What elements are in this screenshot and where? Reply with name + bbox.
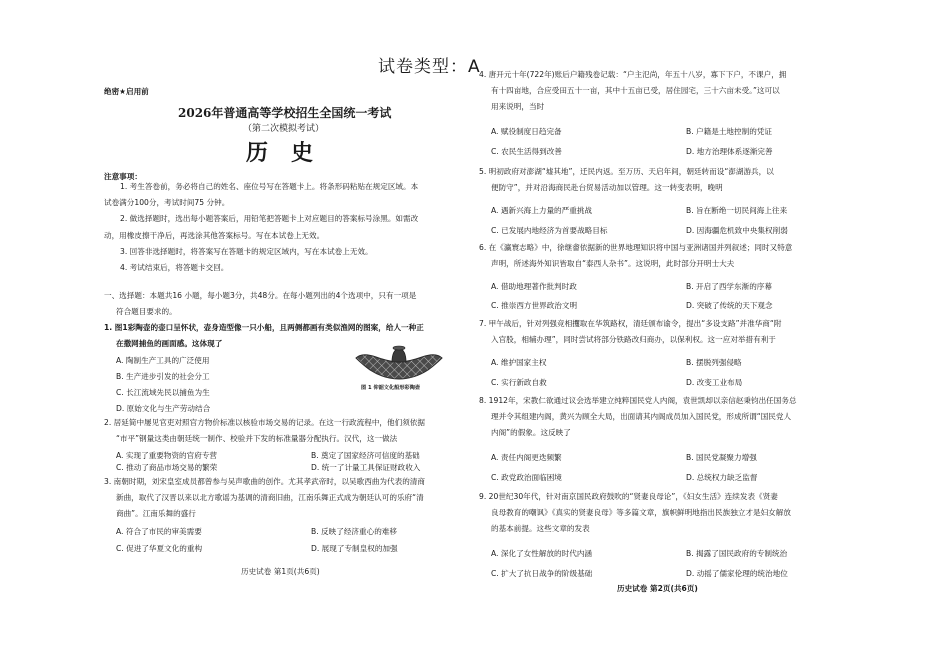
notice-item: 2. 做选择题时，选出每小题答案后，用铅笔把答题卡上对应题目的答案标号涂黑。如需改 <box>120 214 419 224</box>
q8-option-c[interactable]: C. 政党政治面临困境 <box>491 473 562 482</box>
boat-shaped-pottery-image <box>352 344 446 382</box>
section1-heading <box>104 288 416 320</box>
figure-1-caption: 图 1 仰韶文化船形彩陶壶 <box>361 385 421 391</box>
page-footer-right: 历史试卷 第2页(共6页) <box>617 584 698 593</box>
question-stem-line: 5. 明初政府对澎湖“墟其地”，迁民内返。至万历、天启年间，朝廷转而设“澎湖游兵，以 <box>479 167 774 176</box>
question-stem-line: 8. 1912年，宋教仁欲通过议会选举建立纯粹国民党人内阁，袁世凯却以亲信赵秉钧出任国务总 <box>479 396 797 405</box>
question-4-stem <box>479 67 786 116</box>
question-stem-line: 有十四亩地，合应受田五十一亩，其中十五亩已受，居住园宅，三十六亩未受。”这可以 <box>491 86 780 96</box>
question-stem-line: “市平”钢量这类由朝廷统一制作、校验并下发的标准量器分配执行。汉代，这一做法 <box>116 434 398 444</box>
q2-option-b[interactable]: B. 奠定了国家经济可信度的基础 <box>311 451 420 460</box>
q6-option-d[interactable]: D. 突破了传统的天下观念 <box>686 301 773 310</box>
notice-item: 4. 考试结束后，将答题卡交回。 <box>120 263 229 273</box>
page-footer-left: 历史试卷 第1页(共6页) <box>241 567 320 576</box>
q4-option-c[interactable]: C. 农民生活得到改善 <box>491 147 562 156</box>
question-stem-line: 6. 在《瀛寰志略》中，徐继畬依据新的世界地理知识将中国与亚洲诸国并列叙述；同时又特意 <box>479 243 793 252</box>
q5-option-d[interactable]: D. 因海疆危机致中央集权削弱 <box>686 226 788 235</box>
q8-option-a[interactable]: A. 责任内阁更迭频繁 <box>491 453 562 462</box>
q1-option-d[interactable]: D. 原始文化与生产劳动结合 <box>116 404 211 413</box>
q5-option-b[interactable]: B. 旨在断绝一切民间海上往来 <box>686 206 788 215</box>
q8-option-b[interactable]: B. 国民党凝聚力增强 <box>686 453 757 462</box>
exam-type-label: 试卷类型：A <box>378 57 481 77</box>
question-stem-line: 良母教育的嘲讽》《真实的贤妻良母》等多篇文章，旗帜鲜明地指出民族独立才是妇女解放 <box>491 508 791 518</box>
question-8-stem <box>479 393 797 442</box>
exam-subtitle: （第二次模拟考试） <box>243 124 325 134</box>
q6-option-b[interactable]: B. 开启了西学东渐的序幕 <box>686 282 772 291</box>
question-stem-line: 2. 居延简中屡见官吏对照官方物价标准以核验市场交易的记录。在这一行政流程中，他们须依据 <box>104 418 425 427</box>
question-2-stem <box>104 415 425 447</box>
q9-option-a[interactable]: A. 深化了女性解放的时代内涵 <box>491 549 593 558</box>
question-stem-line: 内阁”的假象。这反映了 <box>491 428 571 438</box>
q7-option-d[interactable]: D. 改变工业布局 <box>686 378 743 387</box>
q3-option-a[interactable]: A. 符合了市民的审美需要 <box>116 527 202 536</box>
confidential-mark: 绝密★启用前 <box>104 87 149 96</box>
q9-option-b[interactable]: B. 揭露了国民政府的专制统治 <box>686 549 788 558</box>
q4-option-a[interactable]: A. 赋役制度日趋完备 <box>491 127 562 136</box>
notice-heading: 注意事项： <box>104 172 142 181</box>
question-7-stem <box>479 316 781 348</box>
notice-item: 动，用橡皮擦干净后，再选涂其他答案标号。写在本试卷上无效。 <box>104 230 325 240</box>
subject-title: 历 史 <box>246 140 313 166</box>
q6-option-c[interactable]: C. 推崇西方世界政治文明 <box>491 301 578 310</box>
q9-option-d[interactable]: D. 动摇了儒家伦理的统治地位 <box>686 569 788 578</box>
section1-line: 符合题目要求的。 <box>116 307 177 317</box>
q1-option-b[interactable]: B. 生产进步引发的社会分工 <box>116 372 210 381</box>
question-5-stem <box>479 164 774 196</box>
notice-list <box>104 179 418 276</box>
q2-option-a[interactable]: A. 实现了重要物资的官府专营 <box>116 451 218 460</box>
section1-line: 一、选择题：本题共16 小题，每小题3分，共48分。在每小题列出的4个选项中，只有一项是 <box>104 291 417 300</box>
q4-option-d[interactable]: D. 地方治理体系逐渐完善 <box>686 147 773 156</box>
q3-option-d[interactable]: D. 展现了专制皇权的加强 <box>311 544 398 553</box>
q5-option-a[interactable]: A. 遇新兴海上力量的严重挑战 <box>491 206 593 215</box>
question-stem-line: 声明，所述海外知识皆取自“泰西人杂书”。这说明，此时部分开明士大夫 <box>491 259 735 269</box>
q2-option-c[interactable]: C. 推动了商品市场交易的繁荣 <box>116 463 218 472</box>
question-stem-line: 3. 南朝时期，刘宋皇室成员都曾参与吴声歌曲的创作。尤其孝武帝时，以吴歌西曲为代表的清商 <box>104 477 425 486</box>
question-9-stem <box>479 489 791 538</box>
question-stem-line: 4. 唐开元十年(722年)账后户籍残卷记载：“户主氾尚，年五十八岁，寡下下户，不课户，拥 <box>479 70 787 79</box>
question-stem-line: 新曲，取代了汉晋以来以北方歌谣为基调的清商旧曲，江南乐舞正式成为朝廷认可的乐府“清 <box>116 493 424 503</box>
q7-option-b[interactable]: B. 摆脱列强侵略 <box>686 358 742 367</box>
question-stem-line: 便防守”，并对沿海商民赴台贸易活动加以管理。这一转变表明，晚明 <box>491 183 723 193</box>
question-stem-line: 9. 20世纪30年代，针对南京国民政府鼓吹的“贤妻良母论”，《妇女生活》连续发表《贤妻 <box>479 492 778 501</box>
q6-option-a[interactable]: A. 借助地理著作批判时政 <box>491 282 577 291</box>
q3-option-b[interactable]: B. 反映了经济重心的难移 <box>311 527 397 536</box>
q5-option-c[interactable]: C. 已发展内地经济为首要战略目标 <box>491 226 608 235</box>
question-stem-line: 7. 甲午战后，针对列强竞相攫取在华筑路权，清廷颁布谕令，提出“多设支路”并准华商“附 <box>479 319 782 328</box>
q8-option-d[interactable]: D. 总统权力缺乏监督 <box>686 473 758 482</box>
q2-option-d[interactable]: D. 统一了计量工具保证财政收入 <box>311 463 421 472</box>
question-6-stem <box>479 240 792 272</box>
question-stem-line: 1. 图1彩陶壶的壶口呈怀状，壶身造型像一只小船，且两侧都画有类似渔网的图案，给人一种正 <box>104 323 424 332</box>
q7-option-c[interactable]: C. 实行新政自救 <box>491 378 547 387</box>
question-stem-line: 的基本前提。这些文章的发表 <box>491 524 590 534</box>
q3-option-c[interactable]: C. 促进了华夏文化的重构 <box>116 544 203 553</box>
notice-item: 1. 考生答卷前，务必将自己的姓名、座位号写在答题卡上。将条形码粘贴在规定区域。本 <box>120 182 419 191</box>
q1-option-c[interactable]: C. 长江流域先民以捕鱼为生 <box>116 388 210 397</box>
q9-option-c[interactable]: C. 扩大了抗日战争的阶级基础 <box>491 569 593 578</box>
q7-option-a[interactable]: A. 维护国家主权 <box>491 358 547 367</box>
question-stem-line: 商曲”。江南乐舞的盛行 <box>116 509 196 519</box>
question-stem-line: 在撒网捕鱼的画面感。这体现了 <box>116 339 223 349</box>
notice-item: 试卷满分100分，考试时间75 分钟。 <box>104 198 230 208</box>
notice-item: 3. 回答非选择题时，将答案写在答题卡的规定区域内，写在本试卷上无效。 <box>120 246 373 256</box>
question-stem-line: 入官股，相辅办理”，同时尝试将部分铁路改归商办，以保利权。这一应对举措有利于 <box>491 335 776 345</box>
question-stem-line: 理并令其组建内阁，黄兴为顾全大局，出面请其内阁成员加入国民党，形成所谓“国民党人 <box>491 412 792 422</box>
q4-option-b[interactable]: B. 户籍是土地控制的凭证 <box>686 127 772 136</box>
question-3-stem <box>104 474 425 523</box>
q1-option-a[interactable]: A. 陶制生产工具的广泛使用 <box>116 356 210 365</box>
question-stem-line: 用来说明，当时 <box>491 102 545 112</box>
exam-title: 2026年普通高等学校招生全国统一考试 <box>178 106 392 120</box>
